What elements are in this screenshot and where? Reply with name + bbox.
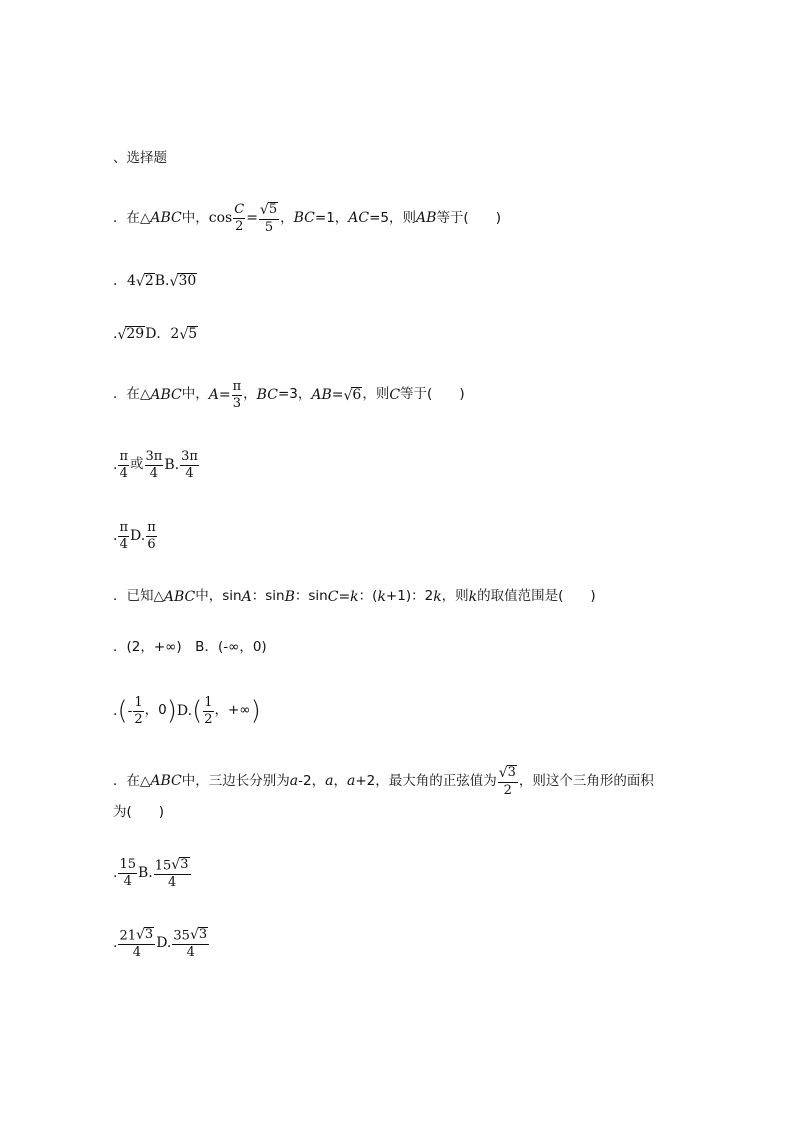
fraction: $\frac{\pi}{6}$: [147, 520, 156, 552]
sqrt-symbol: √ 3: [171, 857, 189, 874]
sqrt-symbol: √ 5: [259, 202, 278, 219]
fraction: 35 √ 3 4: [173, 927, 208, 960]
question-3-options-cd: . ( - $\frac{1}{2}$ ，0 ) D. ( $\frac{1}{2}$ ，+∞ ): [113, 695, 261, 727]
section-title: 、选择题: [113, 150, 167, 166]
question-1-options-cd: . √ 29 D．2 √ 5: [113, 326, 198, 344]
question-4-stem-continued: 为( ): [113, 804, 165, 820]
fraction-c-over-2: $\frac{C}{2}$: [234, 202, 245, 234]
fraction: $\frac{1}{2}$: [204, 695, 213, 727]
question-2-options-ab: . $\frac{\pi}{4}$ 或 $\frac{3\pi}{4}$ B. $\frac{3\pi}{4}$: [113, 449, 198, 481]
question-4-stem: ．在△ ABC 中，三边长分别为 a -2， a ， a +2，最大角的正弦值为 √ 3 2 ，则这个三角形的面积: [113, 765, 654, 798]
sqrt-symbol: √ 3: [136, 927, 154, 944]
fraction-sqrt5-over-5: √ 5 5: [259, 202, 278, 235]
question-1-options-ab: ．4 √ 2 B. √ 30: [113, 273, 197, 291]
sqrt-symbol: √ 3: [498, 765, 516, 782]
fraction: 15 √ 3 4: [154, 857, 189, 890]
fraction: $\frac{15}{4}$: [119, 857, 136, 889]
fraction: $\frac{1}{2}$: [134, 695, 143, 727]
question-4-options-ab: . $\frac{15}{4}$ B. 15 √ 3 4: [113, 857, 189, 890]
question-2-options-cd: . $\frac{\pi}{4}$ D. $\frac{\pi}{6}$: [113, 520, 156, 552]
question-3-options-ab: ．(2，+∞) B．(-∞，0): [113, 639, 267, 655]
sqrt-symbol: √ 3: [189, 927, 208, 944]
sqrt-symbol: √ 30: [169, 273, 197, 291]
question-2-stem: ．在△ ABC 中， A = $\frac{\pi}{3}$ ， BC =3， AB = √ 6 ，则 C 等于( ): [113, 379, 465, 411]
question-4-options-cd: . 21 √ 3 4 D. 35 √ 3 4: [113, 927, 208, 960]
right-paren: ): [166, 696, 177, 727]
sqrt-symbol: √ 5: [179, 326, 198, 344]
fraction: $\frac{3\pi}{4}$: [181, 449, 198, 481]
fraction: $\frac{3\pi}{4}$: [145, 449, 163, 481]
right-paren: ): [250, 696, 261, 727]
left-paren: (: [117, 696, 128, 727]
sqrt-symbol: √ 29: [117, 326, 145, 344]
left-paren: (: [192, 696, 203, 727]
fraction: $\frac{\pi}{4}$: [119, 520, 128, 552]
fraction: $\frac{\pi}{4}$: [119, 449, 128, 481]
sqrt-symbol: √ 6: [343, 386, 362, 405]
fraction-sqrt3-over-2: √ 3 2: [498, 765, 516, 798]
fraction-pi-over-3: $\frac{\pi}{3}$: [232, 379, 242, 411]
question-3-stem: ．已知△ ABC 中，sin A ：sin B ：sin C = k ：( k +1)：2 k ，则 k 的取值范围是( ): [113, 588, 596, 605]
sqrt-symbol: √ 2: [135, 273, 154, 291]
fraction: 21 √ 3 4: [119, 927, 154, 960]
question-1-stem: ．在△ ABC 中， cos $\frac{C}{2}$ = √ 5 5 ， BC =1， AC =5，则 AB 等于( ): [113, 202, 501, 235]
